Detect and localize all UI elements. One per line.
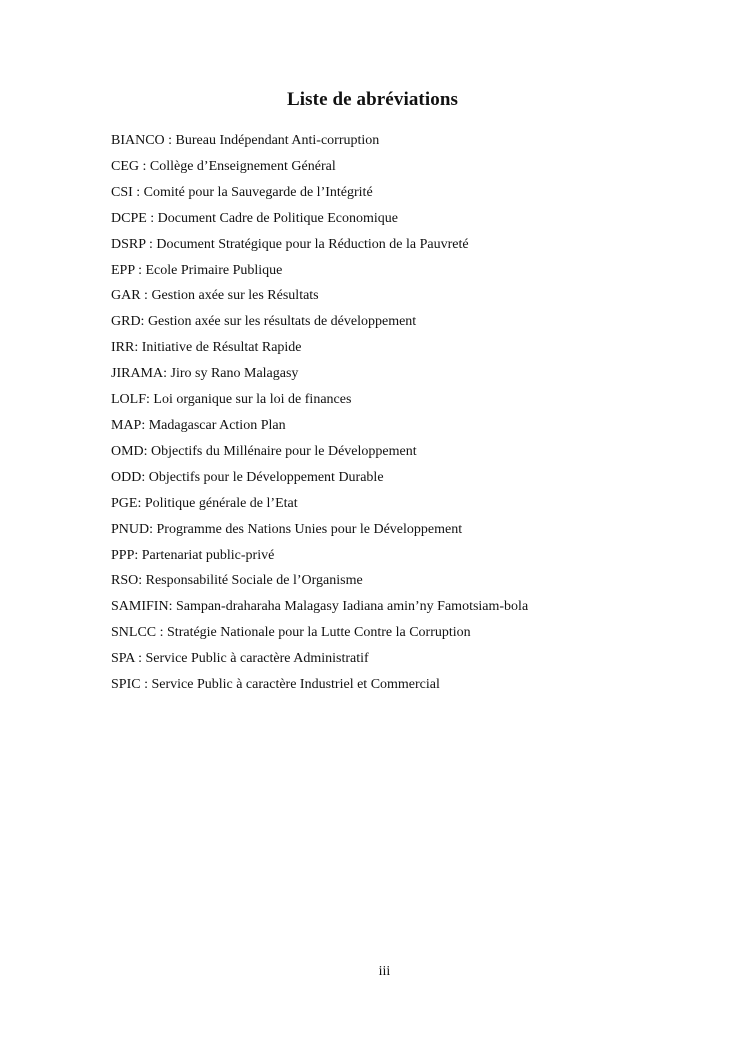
abbreviation-item: EPP : Ecole Primaire Publique [111, 262, 283, 278]
abbreviation-item: GRD: Gestion axée sur les résultats de développement [111, 314, 417, 330]
abbreviation-item: PPP: Partenariat public-privé [111, 547, 275, 563]
abbreviation-item: DCPE : Document Cadre de Politique Economique [111, 210, 398, 226]
abbreviation-item: SAMIFIN: Sampan-draharaha Malagasy Iadiana amin’ny Famotsiam-bola [111, 599, 529, 615]
page-title: Liste de abréviations [287, 89, 458, 110]
abbreviation-item: CSI : Comité pour la Sauvegarde de l’Intégrité [111, 184, 373, 200]
abbreviation-item: SNLCC : Stratégie Nationale pour la Lutte Contre la Corruption [111, 625, 471, 641]
abbreviation-item: RSO: Responsabilité Sociale de l’Organisme [111, 573, 363, 589]
abbreviation-item: OMD: Objectifs du Millénaire pour le Développement [111, 443, 417, 459]
abbreviation-item: IRR: Initiative de Résultat Rapide [111, 340, 302, 356]
abbreviation-item: LOLF: Loi organique sur la loi de finances [111, 392, 352, 408]
abbreviation-item: SPA : Service Public à caractère Administratif [111, 651, 369, 667]
abbreviation-item: SPIC : Service Public à caractère Industriel et Commercial [111, 677, 440, 693]
abbreviation-list [111, 128, 671, 698]
abbreviation-item: GAR : Gestion axée sur les Résultats [111, 288, 319, 304]
abbreviation-item: MAP: Madagascar Action Plan [111, 417, 286, 433]
abbreviation-item: PGE: Politique générale de l’Etat [111, 495, 298, 511]
abbreviation-item: DSRP : Document Stratégique pour la Réduction de la Pauvreté [111, 236, 469, 252]
page-number: iii [378, 964, 391, 979]
abbreviation-item: PNUD: Programme des Nations Unies pour le Développement [111, 521, 463, 537]
abbreviation-item: BIANCO : Bureau Indépendant Anti-corruption [111, 133, 380, 148]
abbreviation-item: CEG : Collège d’Enseignement Général [111, 158, 336, 174]
abbreviation-item: JIRAMA: Jiro sy Rano Malagasy [111, 366, 299, 382]
abbreviation-item: ODD: Objectifs pour le Développement Durable [111, 469, 384, 485]
